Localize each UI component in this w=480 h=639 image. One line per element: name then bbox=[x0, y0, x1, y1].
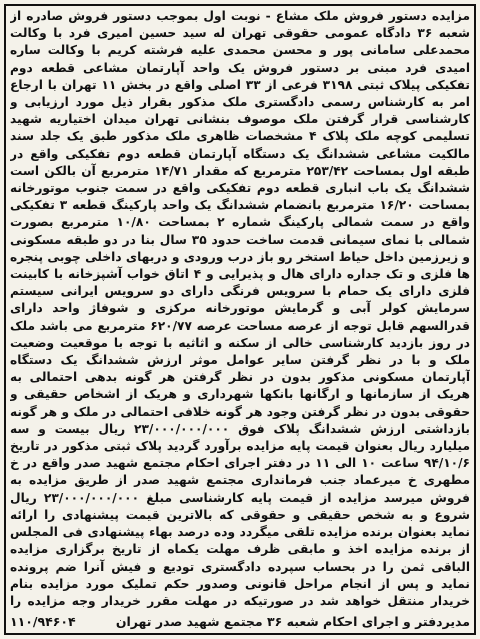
notice-body-text: مزایده دستور فروش ملک مشاع - نوبت اول بموجب دستور فروش صادره از شعبه ۳۶ دادگاه عمومی حقوقی تهران له سید حسین امیری فرد با وکالت محمدعلی سامانی پور و محسن محمدی علیه فرشته کریم با وکالت ساره امیدی فرد مبنی بر دستور فروش یک واحد آپارتمان مشاعی قطعه دوم تفکیکی پیلاک ثبتی ۳۱۹۸ فرعی از ۳۳ اصلی واقع در بخش ۱۱ تهران با ارجاع امر به کارشناس رسمی دادگستری ملک مذکور بقرار ذیل مورد ارزیابی و کارشناسی قرار گرفتن ملک موصوف بنشانی تهران میدان اختیاریه شهید تسلیمی کوچه ملک پلاک ۴ مشخصات ظاهری ملک مذکور طبق یک جلد سند مالکیت مشاعی ششدانگ یک دستگاه آپارتمان قطعه دوم تفکیکی واقع در طبقه اول بمساحت ۲۵۳/۴۲ مترمربع که مقدار ۱۴/۷۱ مترمربع آن بالکن است ششدانگ یک باب انباری قطعه دوم تفکیکی واقع در سمت جنوب موتورخانه بمساحت ۱۶/۲۰ مترمربع بانضمام ششدانگ یک واحد پارکینگ قطعه ۳ تفکیکی واقع در سمت شمالی پارکینگ شماره ۲ بمساحت ۱۰/۸۰ مترمربع بصورت شمالی با نمای سیمانی قدمت ساخت حدود ۳۵ سال بنا در دو طبقه مسکونی و زیرزمین داخل حیاط استخر رو باز درب ورودی و دربهای داخلی چوبی پنجره ها فلزی و تک جداره دارای هال و پذیرایی و ۴ اتاق خواب آشپزخانه با کابینت فلزی دارای یک حمام با سرویس فرنگی دارای دو سرویس ایرانی سیستم سرمایش کولر آبی و گرمایش موتورخانه مرکزی و شوفاژ واحد دارای قدرالسهم قابل توجه از عرصه مساحت عرصه ۶۲۰/۷۷ مترمربع می باشد ملک در روز بازدید کارشناسی خالی از سکنه و اثاثیه با توجه با موقعیت وضعیت ملک و با در نظر گرفتن سایر عوامل موثر ارزش ششدانگ یک دستگاه آپارتمان مسکونی مذکور بدون در نظر گرفتن هر گونه بدهی احتمالی به هریک از سازمانها و ارگانها بانکها شهرداری و هریک از اشخاص حقیقی و حقوقی بدون در نظر گرفتن وجود هر گونه خلافی احتمالی در ملک و هر گونه بازداشتی ارزش ششدانگ پلاک فوق ۲۳/۰۰۰/۰۰۰/۰۰۰ ریال بیست و سه میلیارد ریال بعنوان قیمت پایه مزایده برآورد گردید پلاک ثبتی مذکور در تاریخ ۹۴/۱۰/۶ ساعت ۱۰ الی ۱۱ در دفتر اجرای احکام مجتمع شهید صدر واقع در خ مطهری خ میرعماد جنب فرمانداری مجتمع شهید صدر از طریق مزایده به فروش میرسد مزایده از قیمت پایه کارشناسی مبلغ ۲۳/۰۰۰/۰۰۰/۰۰۰ ریال شروع و به شخص حقیقی و حقوقی که بالاترین قیمت پیشنهادی را ارائه نماید بعنوان برنده مزایده تلقی میگردد وده درصد بهاء پیشنهادی فی المجلس از برنده مزایده اخذ و مابقی ظرف مهلت یکماه از تاریخ برگزاری مزایده الباقی ثمن را در بحساب سپرده دادگستری تودیع و فیش آنرا ضم پرونده نماید و پس از انجام مراحل قانونی وصدور حکم تملیک مورد مزایده بنام خریدار منتقل خواهد شد در صورتیکه در مهلت مقرر خریدار وجه مزایده را bbox=[10, 9, 470, 608]
notice-code: ۱۱۰/۹۴۶۰۴ bbox=[10, 613, 76, 629]
issuer-signature: مدیردفتر و اجرای احکام شعبه ۳۶ مجتمع شهید صدر تهران bbox=[115, 613, 470, 629]
notice-footer bbox=[10, 611, 470, 631]
